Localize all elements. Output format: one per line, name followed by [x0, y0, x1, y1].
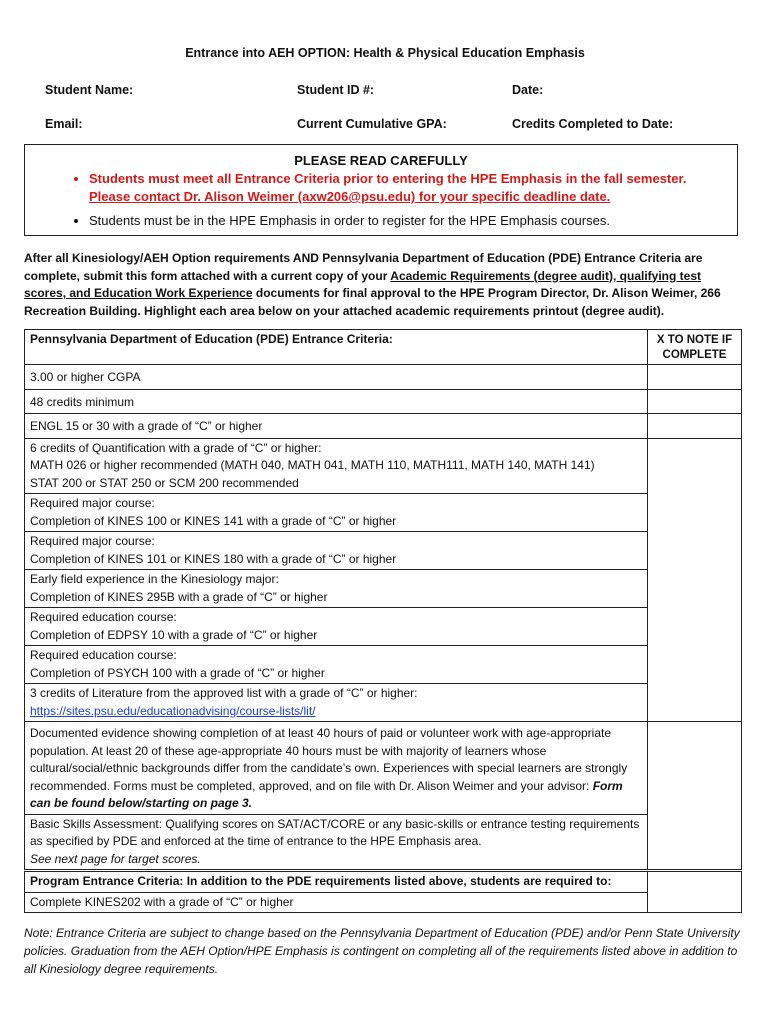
psych-detail: Completion of PSYCH 100 with a grade of “C” or higher — [30, 665, 325, 680]
student-id-label: Student ID #: — [297, 83, 375, 97]
instructions-part-2: documents for final approval to the HPE Program Director, Dr. Alison Weimer, 266 Recreation Building. Highlight each area below on your attached academic requirements printout (degree audit). — [24, 286, 721, 318]
table-row — [25, 532, 742, 570]
kines202-criterion: Complete KINES202 with a grade of “C” or higher — [25, 892, 648, 913]
pde-criteria-table — [24, 329, 742, 870]
page-title: Entrance into AEH OPTION: Health & Physical Education Emphasis — [185, 46, 585, 60]
basic-skills-criterion — [25, 814, 648, 870]
see-next-page-note: See next page for target scores. — [30, 851, 201, 866]
engl-check-cell[interactable] — [648, 414, 742, 439]
kines100-label: Required major course: — [30, 496, 155, 510]
table-row — [25, 570, 742, 608]
quant-line-1: 6 credits of Quantification with a grade of “C” or higher: — [30, 440, 322, 455]
form-location-note: Form can be found below/starting on page 3. — [30, 778, 623, 810]
deadline-bullet — [89, 170, 737, 206]
register-bullet: • Students must be in the HPE Emphasis in order to register for the HPE Emphasis courses. — [89, 212, 737, 230]
field-experience-detail: Completion of KINES 295B with a grade of “C” or higher — [30, 589, 328, 604]
notice-heading: PLEASE READ CAREFULLY — [294, 153, 468, 168]
table-row — [25, 494, 742, 532]
literature-criterion — [25, 684, 648, 722]
literature-list-link[interactable]: https://sites.psu.edu/educationadvising/course-lists/lit/ — [30, 703, 316, 718]
complete-header-line-2: COMPLETE — [662, 349, 727, 361]
psych-criterion — [25, 646, 648, 684]
quant-line-2: MATH 026 or higher recommended (MATH 040, MATH 041, MATH 110, MATH111, MATH 140, MATH 141) — [30, 458, 595, 472]
table-row — [25, 608, 742, 646]
cgpa-criterion: 3.00 or higher CGPA — [25, 365, 648, 390]
engl-criterion: ENGL 15 or 30 with a grade of “C” or higher — [25, 414, 648, 439]
email-label: Email: — [45, 117, 83, 131]
notice-list — [25, 170, 737, 230]
program-header: Program Entrance Criteria: In addition to the PDE requirements listed above, students are required to: — [25, 872, 648, 893]
quant-criterion — [25, 438, 648, 494]
field-experience-label: Early field experience in the Kinesiology major: — [30, 572, 279, 586]
basic-skills-text: Basic Skills Assessment: Qualifying scores on SAT/ACT/CORE or any basic-skills or entrance testing requirements as specified by PDE and enforced at the time of entrance to the HPE Emphasis area. — [30, 816, 640, 848]
literature-label: 3 credits of Literature from the approved list with a grade of “C” or higher: — [30, 686, 418, 700]
notice-box — [24, 144, 738, 236]
table-row — [25, 414, 742, 439]
table-row — [25, 684, 742, 722]
field-experience-criterion — [25, 570, 648, 608]
psych-label: Required education course: — [30, 648, 177, 662]
table-row — [25, 438, 742, 494]
kines101-criterion — [25, 532, 648, 570]
date-label: Date: — [512, 83, 544, 97]
table-row — [25, 389, 742, 414]
student-name-label: Student Name: — [45, 83, 134, 97]
edpsy-criterion — [25, 608, 648, 646]
edpsy-label: Required education course: — [30, 610, 177, 624]
kines100-criterion — [25, 494, 648, 532]
instructions-part-1: After all Kinesiology/AEH Option requirements AND Pennsylvania Department of Education (PDE) Entrance Criteria are complete, submit this form attached with a current copy of your — [24, 251, 703, 283]
pde-header: Pennsylvania Department of Education (PDE) Entrance Criteria: — [25, 330, 648, 365]
credits-check-cell[interactable] — [648, 389, 742, 414]
cgpa-check-cell[interactable] — [648, 365, 742, 390]
footnote: Note: Entrance Criteria are subject to change based on the Pennsylvania Department of Education (PDE) and/or Penn State University policies. Graduation from the AEH Option/HPE Emphasis is contingent on completing all of the requirements listed above in addition to all Kinesiology degree requirements. — [24, 926, 740, 976]
gpa-label: Current Cumulative GPA: — [297, 117, 447, 131]
kines101-detail: Completion of KINES 101 or KINES 180 with a grade of “C” or higher — [30, 551, 397, 566]
complete-column-header — [648, 330, 742, 365]
table-header-row — [25, 330, 742, 365]
program-check-cell[interactable] — [648, 872, 742, 913]
work-experience-criterion — [25, 722, 648, 815]
kines100-detail: Completion of KINES 100 or KINES 141 with a grade of “C” or higher — [30, 513, 397, 528]
courses-check-cell[interactable] — [648, 438, 742, 722]
table-row — [25, 365, 742, 390]
table-row — [25, 814, 742, 870]
deadline-line-2: Please contact Dr. Alison Weimer (axw206@psu.edu) for your specific deadline date. — [89, 189, 611, 204]
table-row — [25, 722, 742, 815]
required-documents: Academic Requirements (degree audit), qualifying test scores, and Education Work Experience — [24, 268, 702, 300]
program-criteria-table — [24, 871, 742, 913]
credits-criterion: 48 credits minimum — [25, 389, 648, 414]
credits-label: Credits Completed to Date: — [512, 117, 674, 131]
complete-header-line-1: X TO NOTE IF — [656, 334, 733, 346]
table-row — [25, 646, 742, 684]
edpsy-detail: Completion of EDPSY 10 with a grade of “C” or higher — [30, 627, 318, 642]
kines101-label: Required major course: — [30, 534, 155, 548]
experience-check-cell[interactable] — [648, 722, 742, 870]
instructions — [24, 250, 742, 320]
quant-line-3: STAT 200 or STAT 250 or SCM 200 recommended — [30, 475, 299, 490]
deadline-line-1: Students must meet all Entrance Criteria prior to entering the HPE Emphasis in the fall semester. — [89, 171, 687, 186]
work-experience-text: Documented evidence showing completion of at least 40 hours of paid or volunteer work with age-appropriate population. At least 20 of these age-appropriate 40 hours must be with majority of learners whose cultural/social/ethnic backgrounds differ from the candidate’s own. Experiences with special learners are strongly recommended. Forms must be completed, approved, and on file with Dr. Alison Weimer and your advisor: — [30, 726, 628, 793]
table-row — [25, 892, 742, 913]
table-row — [25, 872, 742, 893]
